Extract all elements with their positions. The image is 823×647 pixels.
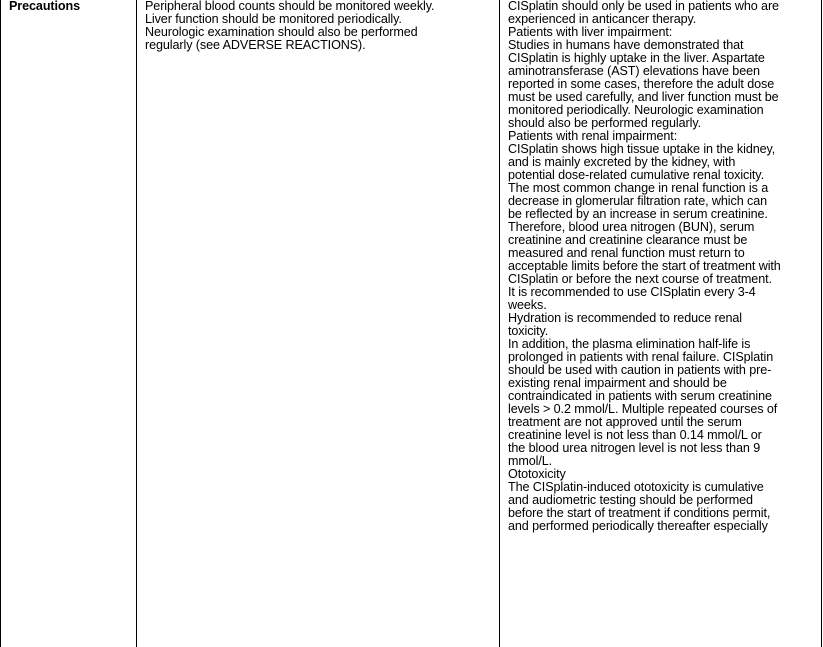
special-populations-line: Ototoxicity xyxy=(508,467,566,481)
special-populations-line: aminotransferase (AST) elevations have been xyxy=(508,64,760,78)
special-populations-line: acceptable limits before the start of treatment with xyxy=(508,259,781,273)
special-populations-cell xyxy=(508,0,818,533)
general-precautions-cell xyxy=(145,0,495,52)
special-populations-line: should be used with caution in patients with pre- xyxy=(508,363,772,377)
table-border-right xyxy=(821,0,822,647)
special-populations-line: levels > 0.2 mmol/L. Multiple repeated courses of xyxy=(508,402,778,416)
general-precautions-line: Liver function should be monitored periodically. xyxy=(145,12,402,26)
special-populations-line: Hydration is recommended to reduce renal xyxy=(508,311,743,325)
special-populations-line: potential dose-related cumulative renal toxicity. xyxy=(508,168,764,182)
special-populations-line: decrease in glomerular filtration rate, which can xyxy=(508,194,767,208)
column-divider-1 xyxy=(136,0,137,647)
special-populations-line: mmol/L. xyxy=(508,454,553,468)
column-divider-2 xyxy=(499,0,500,647)
special-populations-line: existing renal impairment and should be xyxy=(508,376,727,390)
general-precautions-line: Peripheral blood counts should be monitored weekly. xyxy=(145,0,435,13)
special-populations-line: Studies in humans have demonstrated that xyxy=(508,38,744,52)
special-populations-line: Patients with liver impairment: xyxy=(508,25,673,39)
special-populations-line: should also be performed regularly. xyxy=(508,116,701,130)
special-populations-line: monitored periodically. Neurologic examination xyxy=(508,103,764,117)
special-populations-line: Patients with renal impairment: xyxy=(508,129,678,143)
special-populations-line: must be used carefully, and liver function must be xyxy=(508,90,779,104)
general-precautions-line: Neurologic examination should also be performed xyxy=(145,25,418,39)
special-populations-line: treatment are not approved until the serum xyxy=(508,415,742,429)
special-populations-line: The most common change in renal function is a xyxy=(508,181,769,195)
special-populations-line: contraindicated in patients with serum creatinine xyxy=(508,389,772,403)
special-populations-line: and is mainly excreted by the kidney, with xyxy=(508,155,736,169)
row-label-cell xyxy=(9,0,127,13)
special-populations-line: experienced in anticancer therapy. xyxy=(508,12,697,26)
special-populations-line: before the start of treatment if conditions permit, xyxy=(508,506,771,520)
special-populations-line: be reflected by an increase in serum creatinine. xyxy=(508,207,768,221)
special-populations-line: toxicity. xyxy=(508,324,549,338)
row-label: Precautions xyxy=(9,0,80,13)
special-populations-line: prolonged in patients with renal failure. CISplatin xyxy=(508,350,774,364)
special-populations-line: It is recommended to use CISplatin every 3-4 xyxy=(508,285,756,299)
special-populations-line: Therefore, blood urea nitrogen (BUN), serum xyxy=(508,220,755,234)
special-populations-line: In addition, the plasma elimination half-life is xyxy=(508,337,751,351)
special-populations-line: creatinine level is not less than 0.14 mmol/L or xyxy=(508,428,762,442)
general-precautions-line: regularly (see ADVERSE REACTIONS). xyxy=(145,38,366,52)
special-populations-line: and audiometric testing should be performed xyxy=(508,493,753,507)
special-populations-line: and performed periodically thereafter especially xyxy=(508,519,768,533)
special-populations-line: CISplatin should only be used in patients who are xyxy=(508,0,779,13)
special-populations-line: the blood urea nitrogen level is not less than 9 xyxy=(508,441,761,455)
special-populations-line: The CISplatin-induced ototoxicity is cumulative xyxy=(508,480,764,494)
special-populations-line: CISplatin shows high tissue uptake in the kidney, xyxy=(508,142,776,156)
special-populations-line: CISplatin is highly uptake in the liver. Aspartate xyxy=(508,51,765,65)
special-populations-line: CISplatin or before the next course of treatment. xyxy=(508,272,772,286)
special-populations-line: weeks. xyxy=(508,298,547,312)
table-border-left xyxy=(0,0,1,647)
special-populations-line: creatinine and creatinine clearance must be xyxy=(508,233,748,247)
special-populations-line: measured and renal function must return to xyxy=(508,246,745,260)
special-populations-line: reported in some cases, therefore the adult dose xyxy=(508,77,775,91)
